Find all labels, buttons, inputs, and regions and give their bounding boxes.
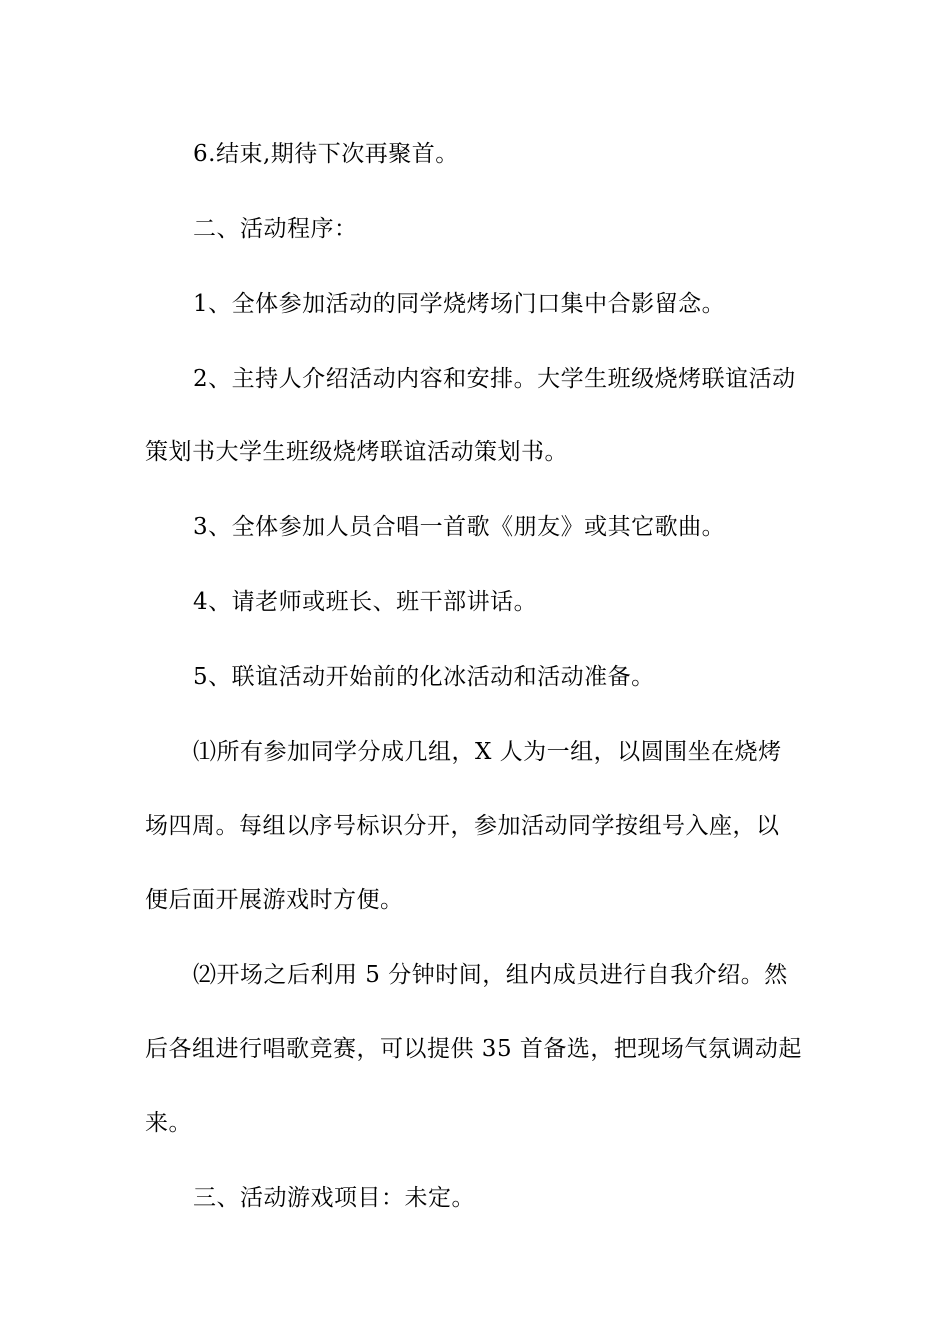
- text-line-5: 策划书大学生班级烧烤联谊活动策划书。: [145, 439, 568, 465]
- section-heading-program: 二、活动程序：: [193, 216, 358, 242]
- text-line-8: 5、联谊活动开始前的化冰活动和活动准备。: [193, 664, 655, 690]
- text-line-9: ⑴所有参加同学分成几组，X 人为一组，以圆围坐在烧烤: [193, 739, 782, 765]
- text-line-11: 便后面开展游戏时方便。: [145, 887, 404, 913]
- section-heading-games: 三、活动游戏项目：未定。: [193, 1185, 475, 1211]
- text-line-1: 6.结束,期待下次再聚首。: [193, 141, 459, 167]
- text-line-12: ⑵开场之后利用 5 分钟时间，组内成员进行自我介绍。然: [193, 962, 788, 988]
- text-line-7: 4、请老师或班长、班干部讲话。: [193, 589, 538, 615]
- text-line-10: 场四周。每组以序号标识分开，参加活动同学按组号入座，以: [145, 813, 780, 839]
- text-line-6: 3、全体参加人员合唱一首歌《朋友》或其它歌曲。: [193, 514, 726, 540]
- text-line-14: 来。: [145, 1110, 192, 1136]
- text-line-13: 后各组进行唱歌竞赛，可以提供 35 首备选，把现场气氛调动起: [145, 1036, 802, 1062]
- text-line-4: 2、主持人介绍活动内容和安排。大学生班级烧烤联谊活动: [193, 366, 796, 392]
- text-line-3: 1、全体参加活动的同学烧烤场门口集中合影留念。: [193, 291, 726, 317]
